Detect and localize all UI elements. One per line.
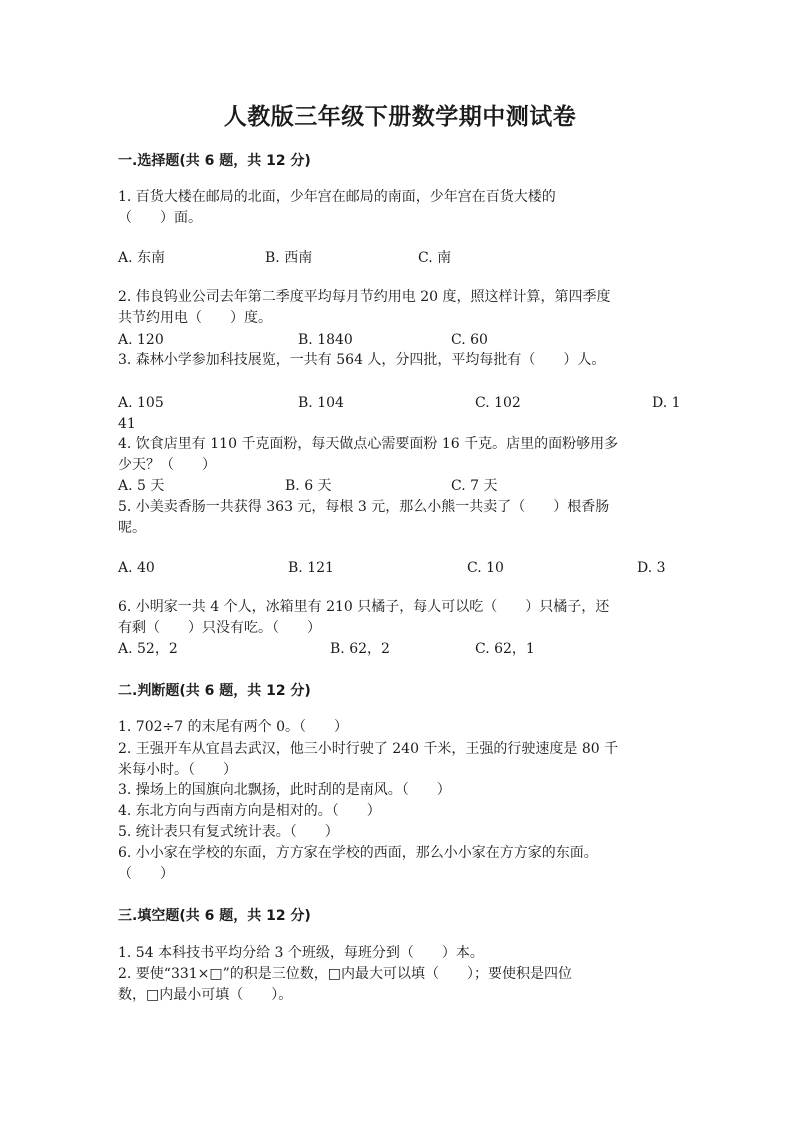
question-text: 5. 统计表只有复式统计表。（ ） [118,824,339,840]
question-text: 少天？（ ） [118,457,216,473]
option-a: A. 东南 [118,250,166,266]
question-text: 2. 要使“331×□”的积是三位数，□内最大可以填（ ）；要使积是四位 [118,966,573,982]
section-heading-fill: 三.填空题(共 6 题，共 12 分) [118,908,311,924]
option-b: B. 104 [298,395,344,411]
option-a: A. 105 [118,395,164,411]
section-heading-judge: 二.判断题(共 6 题，共 12 分) [118,683,311,699]
option-c: C. 7 天 [451,478,498,494]
question-text: 2. 王强开车从宜昌去武汉，他三小时行驶了 240 千米，王强的行驶速度是 80 千 [118,741,619,757]
option-a: A. 120 [118,332,164,348]
question-text: 6. 小小家在学校的东面，方方家在学校的西面，那么小小家在方方家的东面。 [118,845,598,861]
question-text: 1. 54 本科技书平均分给 3 个班级，每班分到（ ）本。 [118,945,484,961]
question-text: 呢。 [118,520,146,536]
section-heading-choice: 一.选择题(共 6 题，共 12 分) [118,153,311,169]
exam-title: 人教版三年级下册数学期中测试卷 [223,104,577,130]
question-text: 1. 702÷7 的末尾有两个 0。（ ） [118,719,348,735]
option-b: B. 121 [288,560,334,576]
option-c: C. 102 [475,395,521,411]
question-text: 2. 伟良钨业公司去年第二季度平均每月节约用电 20 度，照这样计算，第四季度 [118,289,611,305]
option-a: A. 40 [118,560,155,576]
option-d-wrap: 41 [118,416,136,432]
option-c: C. 62，1 [475,641,535,657]
option-a: A. 5 天 [118,478,165,494]
question-text: 1. 百货大楼在邮局的北面，少年宫在邮局的南面，少年宫在百货大楼的 [118,189,556,205]
question-text: 数，□内最小可填（ ）。 [118,987,293,1003]
option-b: B. 6 天 [285,478,332,494]
question-text: 有剩（ ）只没有吃。（ ） [118,620,321,636]
question-text: （ ） [118,866,174,882]
question-text: 3. 森林小学参加科技展览，一共有 564 人，分四批，平均每批有（ ）人。 [118,352,606,368]
option-c: C. 10 [467,560,504,576]
option-b: B. 62，2 [330,641,390,657]
option-b: B. 1840 [298,332,353,348]
question-text: 5. 小美卖香肠一共获得 363 元，每根 3 元，那么小熊一共卖了（ ）根香肠 [118,499,610,515]
option-c: C. 60 [451,332,488,348]
question-text: 米每小时。（ ） [118,762,237,778]
question-text: 3. 操场上的国旗向北飘扬，此时刮的是南风。（ ） [118,782,451,798]
option-d: D. 1 [652,395,681,411]
question-text: （ ）面。 [118,210,202,226]
option-c: C. 南 [418,250,452,266]
option-d: D. 3 [637,560,666,576]
question-text: 4. 饮食店里有 110 千克面粉，每天做点心需要面粉 16 千克。店里的面粉够用多 [118,436,619,452]
question-text: 4. 东北方向与西南方向是相对的。（ ） [118,803,381,819]
question-text: 共节约用电（ ）度。 [118,310,272,326]
question-text: 6. 小明家一共 4 个人，冰箱里有 210 只橘子，每人可以吃（ ）只橘子，还 [118,599,610,615]
option-b: B. 西南 [265,250,313,266]
option-a: A. 52，2 [118,641,178,657]
